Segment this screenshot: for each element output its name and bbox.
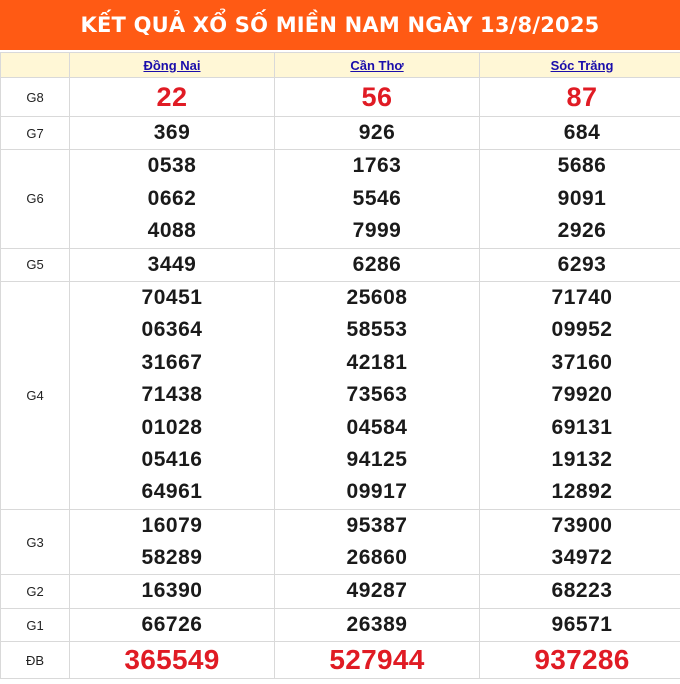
prize-cell	[70, 509, 275, 575]
prize-cell	[275, 575, 480, 608]
prize-cell	[275, 78, 480, 117]
winning-number: 73900	[551, 513, 613, 537]
prize-cell	[70, 575, 275, 608]
province-header-row	[1, 53, 680, 78]
prize-cell	[275, 117, 480, 150]
prize-label: G3	[1, 509, 70, 575]
winning-number: 3449	[147, 252, 197, 276]
prize-label: G2	[1, 575, 70, 608]
winning-number: 58553	[346, 318, 408, 342]
prize-label: G1	[1, 608, 70, 641]
province-header	[70, 53, 275, 78]
winning-number: 09952	[551, 318, 613, 342]
winning-number: 7999	[352, 219, 402, 243]
prize-row-g1	[1, 608, 680, 641]
prize-cell	[480, 509, 680, 575]
results-table	[0, 52, 680, 679]
winning-number: 26860	[346, 546, 408, 570]
prize-label: G6	[1, 150, 70, 248]
winning-number: 37160	[551, 350, 613, 374]
winning-number: 369	[153, 121, 191, 144]
winning-number: 0538	[147, 154, 197, 178]
winning-number: 365549	[124, 644, 220, 676]
prize-row-g4	[1, 281, 680, 509]
prize-label: ĐB	[1, 642, 70, 679]
winning-number: 73563	[346, 383, 408, 407]
winning-number: 34972	[551, 546, 613, 570]
winning-number: 4088	[147, 219, 197, 243]
winning-number: 05416	[141, 447, 203, 471]
prize-cell	[275, 281, 480, 509]
prize-row-db	[1, 642, 680, 679]
prize-cell	[70, 150, 275, 248]
prize-label: G7	[1, 117, 70, 150]
prize-cell	[480, 117, 680, 150]
winning-number: 5546	[352, 186, 402, 210]
prize-cell	[480, 642, 680, 679]
prize-label: G5	[1, 248, 70, 281]
prize-row-g2	[1, 575, 680, 608]
winning-number: 56	[361, 82, 393, 112]
prize-row-g3	[1, 509, 680, 575]
winning-number: 6293	[557, 252, 607, 276]
winning-number: 16390	[141, 579, 203, 603]
winning-number: 68223	[551, 579, 613, 603]
winning-number: 31667	[141, 350, 203, 374]
prize-body	[1, 78, 680, 679]
title-banner	[0, 0, 680, 50]
winning-number: 16079	[141, 513, 203, 537]
winning-number: 66726	[141, 612, 203, 636]
winning-number: 42181	[346, 350, 408, 374]
prize-row-g5	[1, 248, 680, 281]
winning-number: 22	[156, 82, 188, 112]
prize-row-g6	[1, 150, 680, 248]
province-header	[480, 53, 680, 78]
prize-cell	[480, 78, 680, 117]
winning-number: 49287	[346, 579, 408, 603]
prize-cell	[480, 248, 680, 281]
winning-number: 87	[566, 82, 598, 112]
winning-number: 64961	[141, 480, 203, 504]
prize-cell	[70, 117, 275, 150]
winning-number: 70451	[141, 285, 203, 309]
prize-cell	[275, 608, 480, 641]
winning-number: 684	[563, 121, 601, 144]
prize-cell	[70, 608, 275, 641]
winning-number: 2926	[557, 219, 607, 243]
prize-cell	[70, 642, 275, 679]
prize-row-g7	[1, 117, 680, 150]
prize-cell	[480, 575, 680, 608]
prize-cell	[70, 78, 275, 117]
winning-number: 12892	[551, 480, 613, 504]
winning-number: 79920	[551, 383, 613, 407]
prize-cell	[275, 150, 480, 248]
winning-number: 58289	[141, 546, 203, 570]
winning-number: 19132	[551, 447, 613, 471]
prize-label: G8	[1, 78, 70, 117]
prize-cell	[480, 281, 680, 509]
province-header	[275, 53, 480, 78]
winning-number: 6286	[352, 252, 402, 276]
page-title: KẾT QUẢ XỔ SỐ MIỀN NAM NGÀY 13/8/2025	[80, 13, 600, 37]
province-link[interactable]: Sóc Trăng	[550, 57, 614, 73]
prize-cell	[70, 248, 275, 281]
winning-number: 0662	[147, 186, 197, 210]
prize-cell	[275, 248, 480, 281]
prize-label: G4	[1, 281, 70, 509]
winning-number: 71740	[551, 285, 613, 309]
prize-cell	[480, 150, 680, 248]
winning-number: 96571	[551, 612, 613, 636]
winning-number: 06364	[141, 318, 203, 342]
winning-number: 01028	[141, 415, 203, 439]
winning-number: 71438	[141, 383, 203, 407]
prize-row-g8	[1, 78, 680, 117]
winning-number: 25608	[346, 285, 408, 309]
prize-cell	[480, 608, 680, 641]
winning-number: 926	[358, 121, 396, 144]
winning-number: 1763	[352, 154, 402, 178]
prize-cell	[70, 281, 275, 509]
winning-number: 9091	[557, 186, 607, 210]
winning-number: 04584	[346, 415, 408, 439]
province-link[interactable]: Đồng Nai	[143, 57, 201, 73]
prize-cell	[275, 642, 480, 679]
province-link[interactable]: Cần Thơ	[350, 57, 404, 73]
winning-number: 94125	[346, 447, 408, 471]
winning-number: 95387	[346, 513, 408, 537]
header-corner	[1, 53, 70, 78]
winning-number: 5686	[557, 154, 607, 178]
prize-cell	[275, 509, 480, 575]
winning-number: 09917	[346, 480, 408, 504]
winning-number: 69131	[551, 415, 613, 439]
winning-number: 527944	[329, 644, 425, 676]
winning-number: 937286	[534, 644, 630, 676]
winning-number: 26389	[346, 612, 408, 636]
